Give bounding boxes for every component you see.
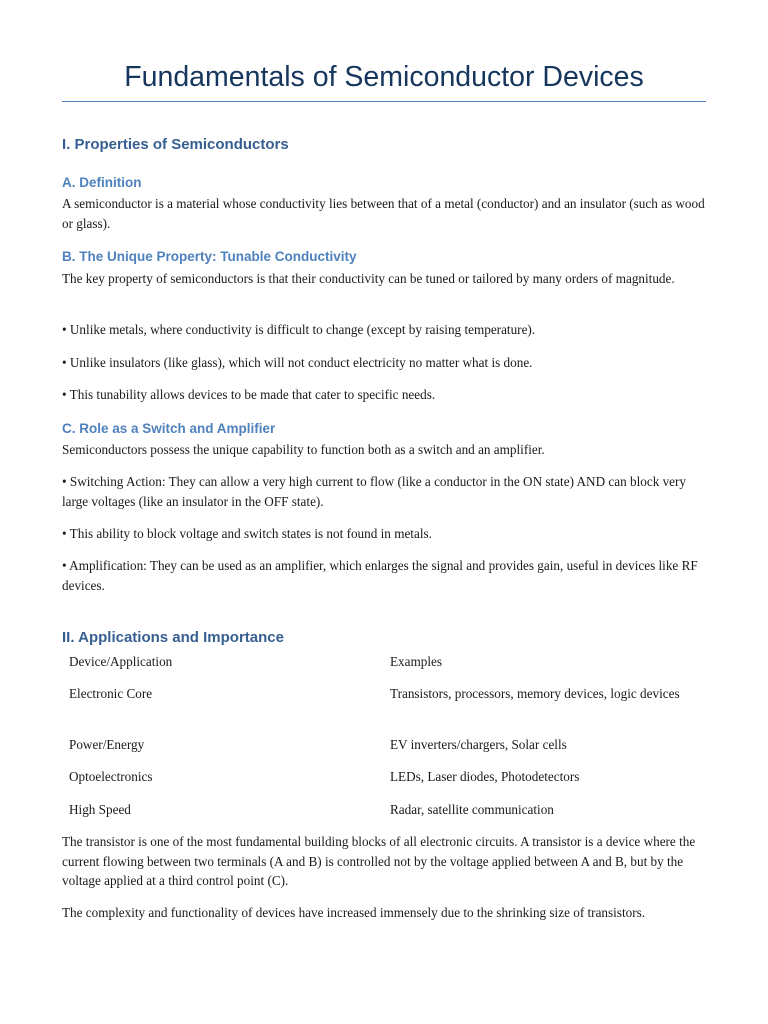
table-cell: Optoelectronics — [69, 769, 153, 784]
subheading-switch-amplifier: C. Role as a Switch and Amplifier — [62, 421, 276, 436]
document-title: Fundamentals of Semiconductor Devices — [124, 61, 644, 93]
bullet-amplification: • Amplification: They can be used as an amplifier, which enlarges the signal and provides gain, useful in devices like RF devices. — [62, 558, 698, 593]
bullet-metals: • Unlike metals, where conductivity is difficult to change (except by raising temperature). — [62, 322, 536, 337]
bullet-insulators: • Unlike insulators (like glass), which will not conduct electricity no matter what is done. — [62, 355, 533, 370]
title-underline — [62, 101, 706, 102]
table-header-cell: Examples — [390, 654, 443, 669]
shrinking-size-paragraph: The complexity and functionality of devices have increased immensely due to the shrinking size of transistors. — [62, 905, 646, 920]
table-cell: Electronic Core — [69, 686, 153, 701]
bullet-switching-action: • Switching Action: They can allow a very high current to flow (like a conductor in the ON state) AND can block very large voltages (like an insulator in the OFF state). — [62, 474, 687, 509]
section-heading-applications: II. Applications and Importance — [62, 629, 284, 646]
table-cell: Transistors, processors, memory devices, logic devices — [390, 686, 680, 701]
transistor-paragraph: The transistor is one of the most fundamental building blocks of all electronic circuits. A transistor is a device where the current flowing between two terminals (A and B) is controlled not by the voltage applied between A and B, but by the voltage applied at a third control point (C). — [62, 834, 696, 888]
bullet-block-voltage: • This ability to block voltage and switch states is not found in metals. — [62, 526, 432, 541]
table-cell: Power/Energy — [69, 737, 145, 752]
table-header-cell: Device/Application — [69, 654, 173, 669]
table-cell: High Speed — [69, 802, 131, 817]
subheading-tunable-conductivity: B. The Unique Property: Tunable Conductivity — [62, 249, 357, 264]
switch-amplifier-paragraph: Semiconductors possess the unique capability to function both as a switch and an amplifier. — [62, 442, 545, 457]
table-cell: LEDs, Laser diodes, Photodetectors — [390, 769, 580, 784]
table-cell: Radar, satellite communication — [390, 802, 554, 817]
definition-paragraph: A semiconductor is a material whose conductivity lies between that of a metal (conductor) and an insulator (such as wood or glass). — [62, 196, 705, 231]
section-heading-properties: I. Properties of Semiconductors — [62, 136, 289, 153]
bullet-tunability: • This tunability allows devices to be made that cater to specific needs. — [62, 387, 436, 402]
subheading-definition: A. Definition — [62, 175, 142, 190]
table-cell: EV inverters/chargers, Solar cells — [390, 737, 567, 752]
tunable-paragraph: The key property of semiconductors is that their conductivity can be tuned or tailored by many orders of magnitude. — [62, 271, 675, 286]
